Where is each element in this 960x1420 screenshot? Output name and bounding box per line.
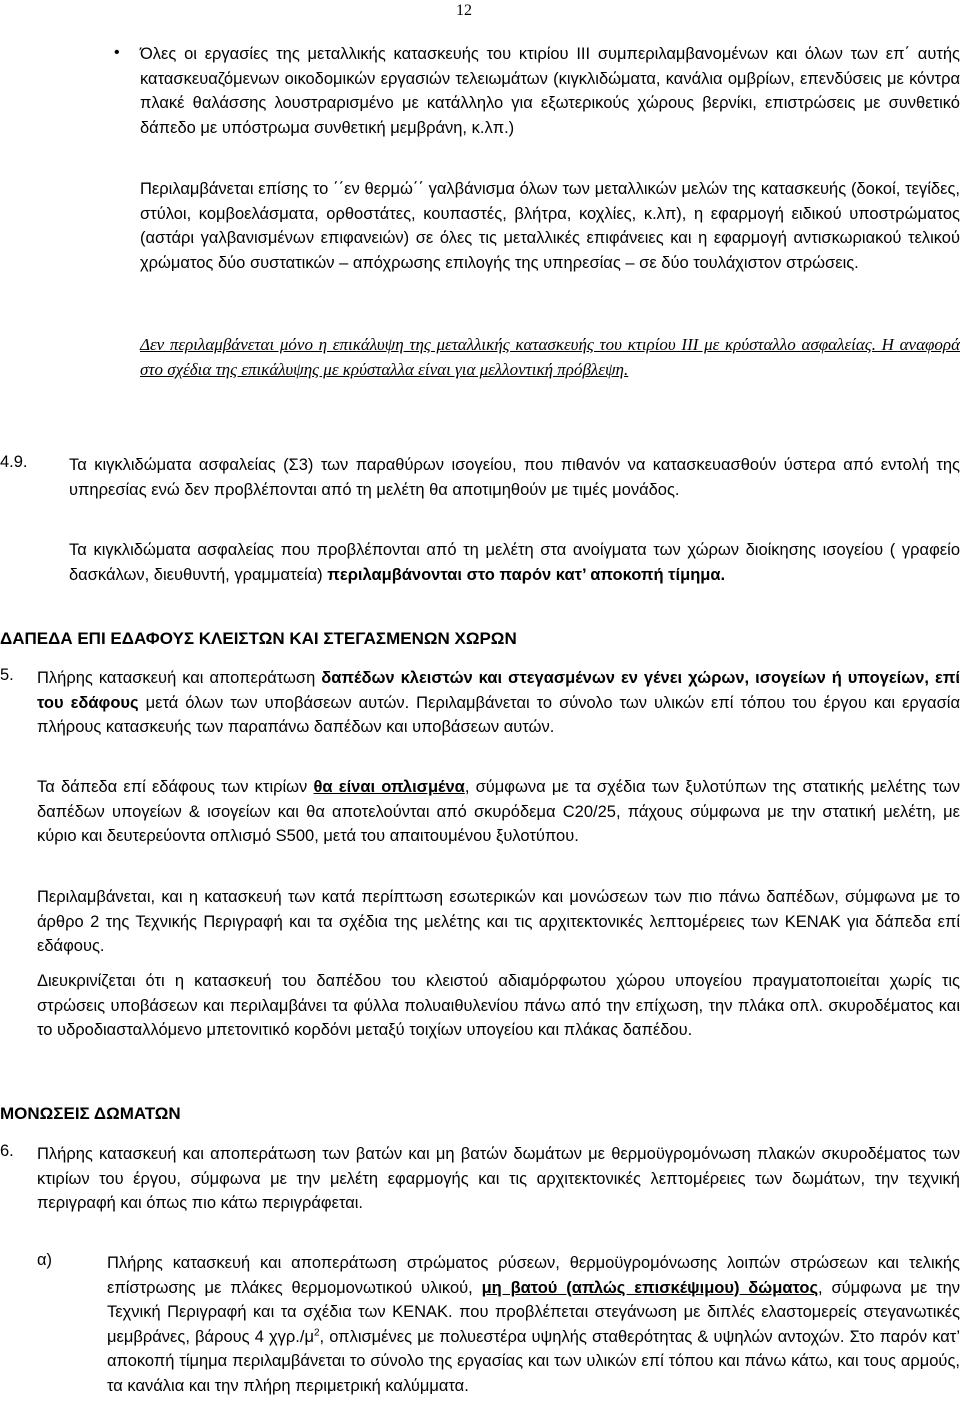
para-text: μετά όλων των υποβάσεων αυτών. Περιλαμβάνεται το σύνολο των υλικών επί τόπου του έργου και εργασία πλήρους κατασκευής των παραπάνω δαπέδων και υποβάσεων αυτών. [37,693,960,736]
bold-underlined-text: θα είναι οπλισμένα [313,778,465,796]
para-text: Πλήρης κατασκευή και αποπεράτωση των βατών και μη βατών δωμάτων με θερμοϋγρομόνωση πλακών σκυροδέματος των κτιρίων του έργου, σύμφωνα με την μελέτη εφαρμογής και τις αρχιτεκτονικές λεπτομέρειες των δωμάτων, την τεχνική περιγραφή και όπως πιο κάτω περιγράφεται. [37,1145,960,1212]
bold-text: δαπέδων κλειστών και στεγασμένων εν γένει χώρων, ισογείων ή υπογείων, επί του εδάφους [37,669,960,712]
bullet-marker: • [114,44,120,61]
para-text: Όλες οι εργασίες της μεταλλικής κατασκευής του κτιρίου ΙΙΙ συμπεριλαμβανομένων και όλων των επ΄ αυτής κατασκευαζόμενων οικοδομικών εργασιών τελειωμάτων (κιγκλιδώματα, κανάλια ομβρίων, επενδύσεις με κόντρα πλακέ θαλάσσης λουστραρισμένο με κατάλληλο για εξωτερικούς χώρους βερνίκι, επιστρώσεις με συνθετικό δάπεδο με υπόστρωμα συνθετική μεμβράνη, κ.λπ.) [140,45,960,137]
bullet-paragraph-3 [140,332,960,382]
section-5-para-3 [37,885,960,959]
heading-roof-insulation: ΜΟΝΩΣΕΙΣ ΔΩΜΑΤΩΝ [0,1104,181,1123]
item-label-a: α) [37,1251,53,1269]
section-6a-para [107,1251,960,1398]
para-text: Τα δάπεδα επί εδάφους των κτιρίων [37,778,314,796]
section-number-6: 6. [0,1142,14,1160]
superscript: 2 [313,1327,320,1338]
para-text: Περιλαμβάνεται, και η κατασκευή των κατά περίπτωση εσωτερικών και μονώσεων των πιο πάνω δαπέδων, σύμφωνα με το άρθρο 2 της Τεχνικής Περιγραφή και τα σχέδια της μελέτης και τις αρχιτεκτονικές λεπτομέρειες των ΚΕΝΑΚ για δάπεδα επί εδάφους. [37,888,960,955]
italic-note: Δεν περιλαμβάνεται μόνο η επικάλυψη της μεταλλικής κατασκευής του κτιρίου ΙΙΙ με κρύσταλλο ασφαλείας. Η αναφορά στο σχέδια της επικάλυψης με κρύσταλλα είναι για μελλοντική πρόβλεψη. [140,335,960,379]
para-text: , σύμφωνα με τα σχέδια των ξυλοτύπων της στατικής μελέτης των δαπέδων υπογείων & ισογείων και θα αποτελούνται από σκυρόδεμα C20/25, πάχους σύμφωνα με την στατική μελέτη, με κύριο και δευτερεύοντα οπλισμό S500, μετά του απαιτουμένου ξυλοτύπου. [37,778,960,845]
para-text: , σύμφωνα με την Τεχνική Περιγραφή και τα σχέδια των ΚΕΝΑΚ. που προβλέπεται στεγάνωση με διπλές ελαστομερείς στεγανωτικές μεμβράνες, βάρους 4 χγρ./μ [107,1278,960,1346]
para-text: , οπλισμένες με πολυεστέρα υψηλής σταθερότητας & υψηλών αντοχών. Στο παρόν κατ’ αποκοπή τίμημα περιλαμβάνεται το σύνολο της εργασίας και των υλικών επί τόπου και πάνω κάτω, και τους αρμούς, τα κανάλια και την πλήρη περιμετρική καλύμματα. [107,1327,960,1395]
bold-underlined-text: μη βατού (απλώς επισκέψιμου) δώματος [481,1278,819,1297]
para-text: Τα κιγκλιδώματα ασφαλείας (Σ3) των παραθύρων ισογείου, που πιθανόν να κατασκευασθούν ύστερα από εντολή της υπηρεσίας ενώ δεν προβλέπονται από τη μελέτη θα αποτιμηθούν με τιμές μονάδος. [69,456,960,499]
para-text: Τα κιγκλιδώματα ασφαλείας που προβλέπονται από τη μελέτη στα ανοίγματα των χώρων διοίκησης ισογείου ( γραφείο δασκάλων, διευθυντή, γραμματεία) [69,541,960,584]
bullet-paragraph-1 [140,42,960,140]
section-5-para-1 [37,666,960,740]
para-text: Διευκρινίζεται ότι η κατασκευή του δαπέδου του κλειστού αδιαμόρφωτου χώρου υπογείου πραγματοποιείται χωρίς τις στρώσεις υποβάσεων και περιλαμβάνει τα φύλλα πολυαιθυλενίου πάνω από την επίχωση, την πλάκα οπλ. σκυροδέματος και το υδροδιασταλλόμενο μπετονιτικό κορδόνι μεταξύ τοιχίων υπογείου και πλάκας δαπέδου. [37,972,960,1039]
section-number-5: 5. [0,666,14,684]
section-6-para-1 [37,1142,960,1216]
page-number: 12 [456,2,472,19]
bold-text: περιλαμβάνονται στο παρόν κατ’ αποκοπή τίμημα. [327,565,726,584]
para-text: Πλήρης κατασκευή και αποπεράτωση στρώματος ρύσεων, θερμοϋγρομόνωσης λοιπών στρώσεων και τελικής επίστρωσης με πλάκες θερμομονωτικού υλικού, [107,1254,960,1297]
para-text: Πλήρης κατασκευή και αποπεράτωση [37,669,322,687]
section-5-para-4 [37,969,960,1043]
section-4-9-para-2 [69,538,960,587]
heading-floors: ΔΑΠΕΔΑ ΕΠΙ ΕΔΑΦΟΥΣ ΚΛΕΙΣΤΩΝ ΚΑΙ ΣΤΕΓΑΣΜΕΝΩΝ ΧΩΡΩΝ [0,629,517,648]
section-number-4-9: 4.9. [0,453,28,471]
bullet-paragraph-2 [140,177,960,275]
section-5-para-2 [37,775,960,849]
section-4-9-para-1 [69,453,960,502]
para-text: Περιλαμβάνεται επίσης το ΄΄εν θερμώ΄΄ γαλβάνισμα όλων των μεταλλικών μελών της κατασκευής (δοκοί, τεγίδες, στύλοι, κομβοελάσματα, ορθοστάτες, κουπαστές, βλήτρα, κοχλίες, κ.λπ), η εφαρμογή ειδικού υποστρώματος (αστάρι γαλβανισμένων επιφανειών) σε όλες τις μεταλλικές επιφάνειες και η εφαρμογή αντισκωριακού τελικού χρώματος δύο συστατικών – απόχρωσης επιλογής της υπηρεσίας – σε δύο τουλάχιστον στρώσεις. [140,180,960,272]
